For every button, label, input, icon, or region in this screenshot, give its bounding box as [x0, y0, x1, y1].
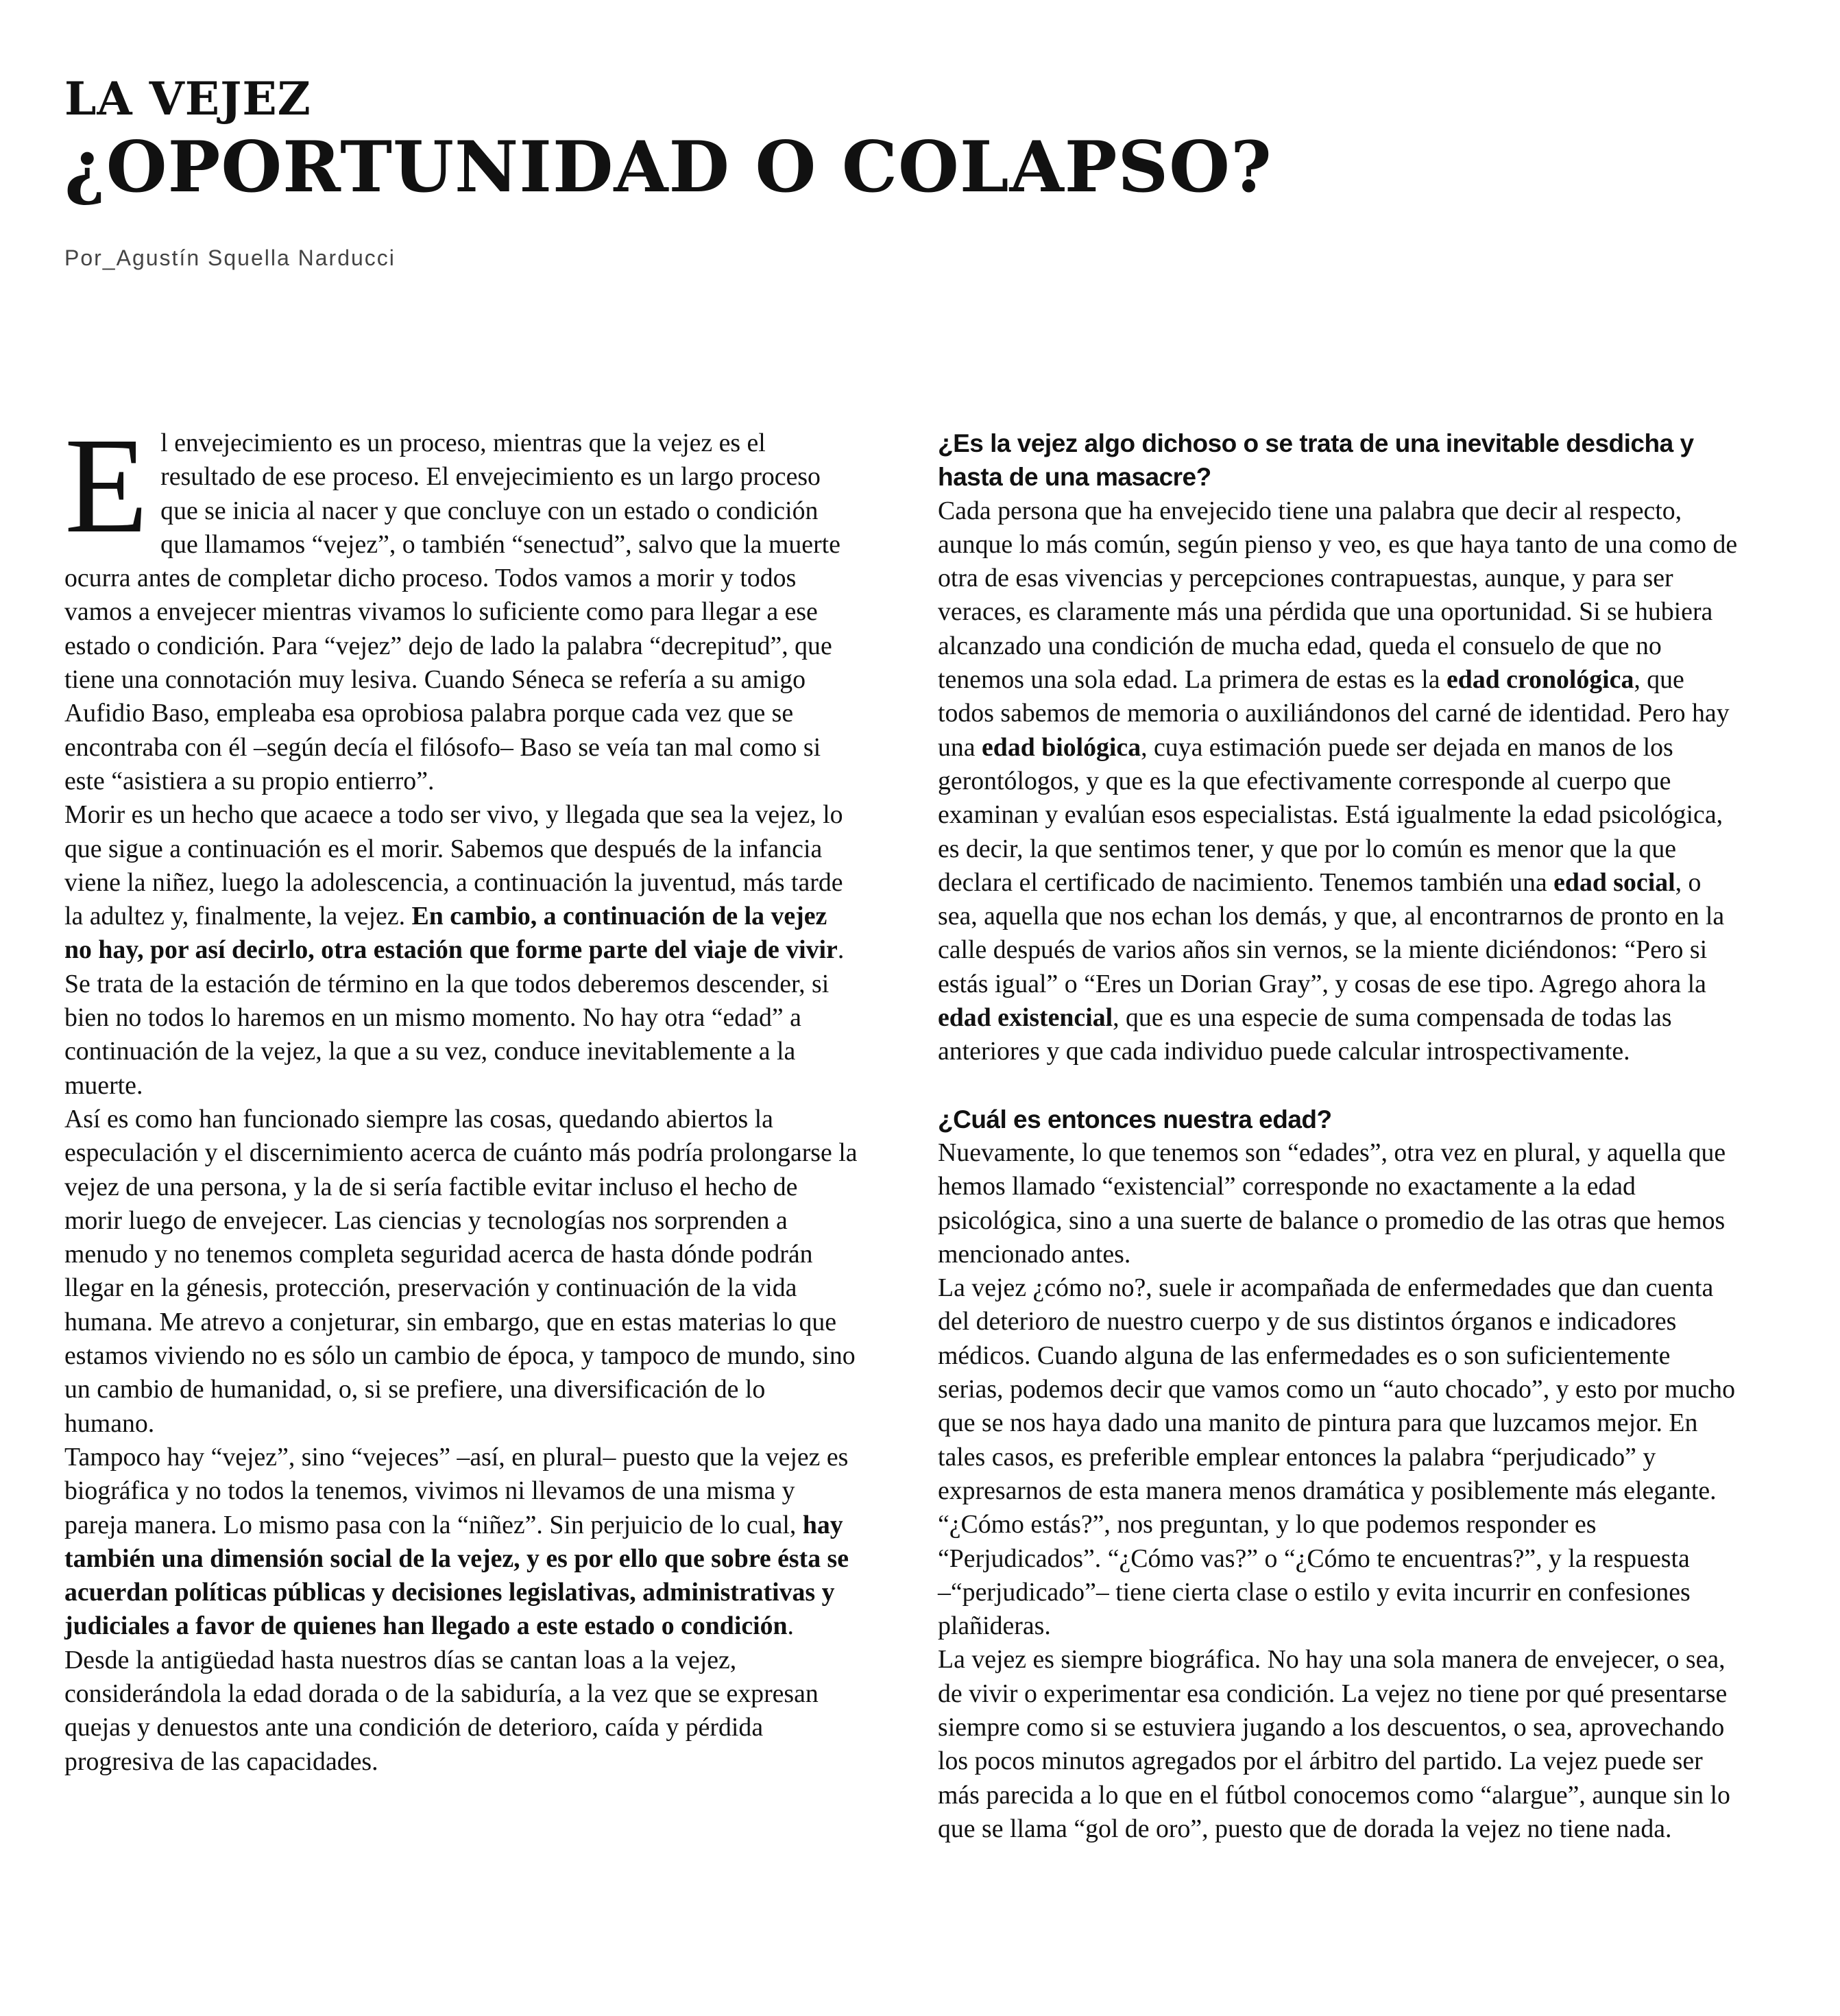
bold-text: En cambio, a continuación de la vejez no hay, por así decirlo, otra estación que forme parte del viaje de vivir: [64, 902, 838, 965]
paragraph: La vejez es siempre biográfica. No hay una sola manera de envejecer, o sea, de vivir o experimentar esa condición. La vejez no tiene por qué presentarse siempre como si se estuviera jugando a los descuentos, o sea, aprovechando los pocos minutos agregados por el árbitro del partido. La vejez puede ser más parecida a lo que en el fútbol conocemos como “alargue”, aunque sin lo que se llama “gol de oro”, puesto que de dorada la vejez no tiene nada.: [938, 1645, 1730, 1843]
left-column: [64, 410, 860, 1779]
paragraph: Así es como han funcionado siempre las cosas, quedando abiertos la especulación y el discernimiento acerca de cuánto más podría prolongarse la vejez de una persona, y la de si sería factible evitar incluso el hecho de morir luego de envejecer. Las ciencias y tecnologías nos sorprenden a menudo y no tenemos completa seguridad acerca de hasta dónde podrán llegar en la génesis, protección, preservación y continuación de la vida humana. Me atrevo a conjeturar, sin embargo, que en estas materias lo que estamos viviendo no es sólo un cambio de época, y tampoco de mundo, sino un cambio de humanidad, o, si se prefiere, una diversificación de lo humano.: [64, 1104, 858, 1438]
paragraph: Desde la antigüedad hasta nuestros días se cantan loas a la vejez, considerándola la edad dorada o de la sabiduría, a la vez que se expresan quejas y denuestos ante una condición de deterioro, caída y pérdida progresiva de las capacidades.: [64, 1645, 819, 1776]
paragraph-text: , que es una especie de suma compensada de todas las anteriores y que cada individuo puede calcular introspectivamente.: [938, 1003, 1672, 1066]
paragraph-text: Cada persona que ha envejecido tiene una palabra que decir al respecto, aunque lo más común, según pienso y veo, es que haya tanto de una como de otra de esas vivencias y percepciones contrapuestas, aunque, y para ser veraces, es claramente más una pérdida que una oportunidad. Si se hubiera alcanzado una condición de mucha edad, queda el consuelo de que no tenemos una sola edad. La primera de estas es la: [938, 496, 1738, 695]
section-heading: ¿Cuál es entonces nuestra edad?: [938, 1105, 1332, 1133]
drop-cap: E: [64, 410, 149, 562]
byline: Por_Agustín Squella Narducci: [64, 245, 396, 270]
article-title: [64, 71, 1272, 208]
paragraph-text: , que todos sabemos de memoria o auxiliándonos del carné de identidad. Pero hay una: [938, 665, 1730, 762]
bold-text: edad cronológica: [1446, 665, 1634, 695]
title-line-1: LA VEJEZ: [64, 72, 311, 125]
bold-text: edad existencial: [938, 1003, 1113, 1033]
paragraph-text: Morir es un hecho que acaece a todo ser vivo, y llegada que sea la vejez, lo que sigue a continuación es el morir. Sabemos que después de la infancia viene la niñez, luego la adolescencia, a continuación la juventud, más tarde la adultez y, finalmente, la vejez.: [64, 800, 843, 931]
paragraph-text: Tampoco hay “vejez”, sino “vejeces” –así, en plural– puesto que la vejez es biográfica y no todos la tenemos, vivimos ni llevamos de una misma y pareja manera. Lo mismo pasa con la “niñez”. Sin perjuicio de lo cual,: [64, 1442, 849, 1539]
spacer: [938, 1069, 1740, 1103]
paragraph-text: .: [787, 1611, 794, 1641]
right-column: [938, 427, 1740, 1846]
paragraph-text: . Se trata de la estación de término en la que todos deberemos descender, si bien no todos lo haremos en un mismo momento. No hay otra “edad” a continuación de la vejez, la que a su vez, conduce inevitablemente a la muerte.: [64, 935, 845, 1100]
paragraph-text: , cuya estimación puede ser dejada en manos de los gerontólogos, y que es la que efectivamente corresponde al cuerpo que examinan y evalúan esos especialistas. Está igualmente la edad psicológica, es decir, la que sentimos tener, y que por lo común es menor que la que declara el certificado de nacimiento. Tenemos también una: [938, 732, 1723, 897]
paragraph: Nuevamente, lo que tenemos son “edades”, otra vez en plural, y aquella que hemos llamado “existencial” corresponde no exactamente a la edad psicológica, sino a una suerte de balance o promedio de las otras que hemos mencionado antes.: [938, 1138, 1726, 1269]
paragraph: [64, 1441, 860, 1644]
paragraph: [938, 494, 1740, 1069]
section-heading: ¿Es la vejez algo dichoso o se trata de una inevitable desdicha y hasta de una masacre?: [938, 429, 1694, 492]
paragraph: La vejez ¿cómo no?, suele ir acompañada de enfermedades que dan cuenta del deterioro de nuestro cuerpo y de sus distintos órganos e indicadores médicos. Cuando alguna de las enfermedades es o son suficientemente serias, podemos decir que vamos como un “auto chocado”, y esto por mucho que se nos haya dado una manito de pintura para que luzcamos mejor. En tales casos, es preferible emplear entonces la palabra “perjudicado” y expresarnos de esta manera menos dramática y posiblemente más elegante. “¿Cómo estás?”, nos preguntan, y lo que podemos responder es “Perjudicados”. “¿Cómo vas?” o “¿Cómo te encuentras?”, y la respuesta –“perjudicado”– tiene cierta clase o estilo y evita incurrir en confesiones plañideras.: [938, 1273, 1735, 1641]
paragraph: [64, 798, 860, 1103]
paragraph-text: , o sea, aquella que nos echan los demás, y que, al encontrarnos de pronto en la calle después de varios años sin vernos, se la miente diciéndonos: “Pero si estás igual” o “Eres un Dorian Gray”, y cosas de ese tipo. Agrego ahora la: [938, 867, 1725, 998]
bold-text: edad social: [1553, 867, 1675, 897]
paragraph: [64, 410, 860, 798]
bold-text: edad biológica: [982, 732, 1141, 762]
bold-text: hay también una dimensión social de la vejez, y es por ello que sobre ésta se acuerdan políticas públicas y decisiones legislativas, administrativas y judiciales a favor de quienes han llegado a este estado o condición: [64, 1510, 849, 1641]
paragraph-text: l envejecimiento es un proceso, mientras que la vejez es el resultado de ese proceso. El envejecimiento es un largo proceso que se inicia al nacer y que concluye con un estado o condición que llamamos “vejez”, o también “senectud”, salvo que la muerte ocurra antes de completar dicho proceso. Todos vamos a morir y todos vamos a envejecer mientras vivamos lo suficiente como para llegar a ese estado o condición. Para “vejez” dejo de lado la palabra “decrepitud”, que tiene una connotación muy lesiva. Cuando Séneca se refería a su amigo Aufidio Baso, empleaba esa oprobiosa palabra porque cada vez que se encontraba con él –según decía el filósofo– Baso se veía tan mal como si este “asistiera a su propio entierro”.: [64, 429, 840, 795]
title-line-2: ¿OPORTUNIDAD O COLAPSO?: [64, 126, 1272, 208]
